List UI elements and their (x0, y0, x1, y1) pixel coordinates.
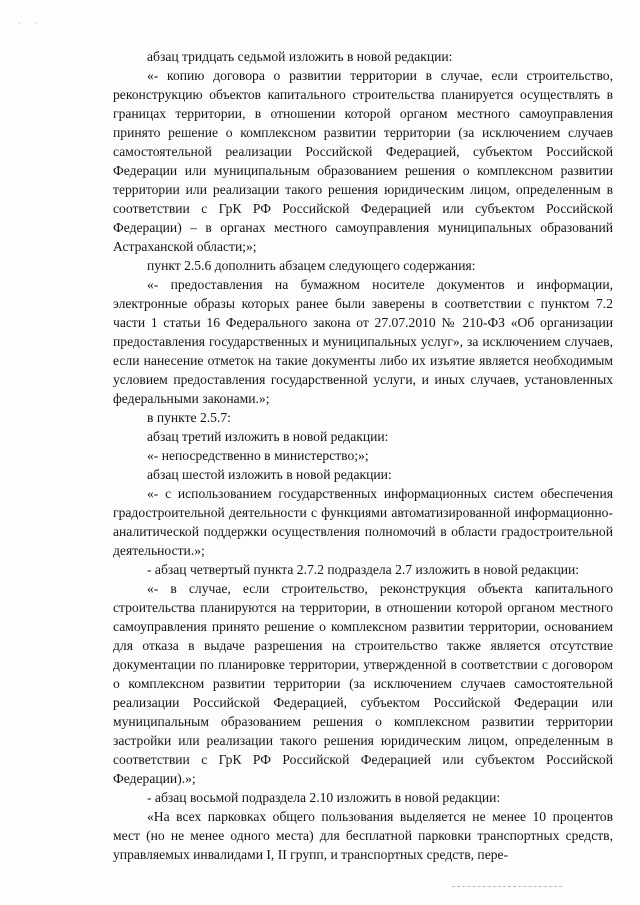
scan-specks: ·· (18, 19, 52, 28)
paragraph-5: в пункте 2.5.7: (147, 410, 231, 425)
paragraph-3: пункт 2.5.6 дополнить абзацем следующего содержания: (147, 258, 476, 273)
paragraph-8: абзац шестой изложить в новой редакции: (147, 467, 392, 482)
scan-footer-mark (452, 886, 562, 890)
paragraph-2: «- копию договора о развитии территории в случае, если строительство, реконструкцию объектов капитального строительства планируется осуществлять в границах территории, в отношении которой органом местного самоуправления принято решение о комплексном развитии территории (за исключением случаев самостоятельной реализации Российской Федерацией, субъектом Российской Федерации или муниципальным образованием решения о комплексном развитии территории или реализации такого решения юридическим лицом, определенным в соответствии с ГрК РФ Российской Федерацией или субъектом Российской Федерации) – в органах местного самоуправления муниципальных образований Астраханской области;»; (113, 68, 613, 254)
paragraph-13: «На всех парковках общего пользования выделяется не менее 10 процентов мест (но не менее одного места) для бесплатной парковки транспортных средств, управляемых инвалидами I, II групп, и транспортных средств, пере- (113, 809, 613, 862)
paragraph-11: «- в случае, если строительство, реконструкция объекта капитального строительства планируются на территории, в отношении которой органом местного самоуправления принято решение о комплексном развитии территории, основанием для отказа в выдаче разрешения на строительство также является отсутствие документации по планировке территории, утвержденной в соответствии с договором о комплексном развитии территории (за исключением случаев самостоятельной реализации Российской Федерацией, субъектом Российской Федерации или муниципальным образованием решения о комплексном развитии территории застройки или реализации такого решения юридическим лицом, определенным в соответствии с ГрК РФ Российской Федерацией или субъектом Российской Федерации).»; (113, 581, 613, 786)
paragraph-12: - абзац восьмой подраздела 2.10 изложить в новой редакции: (147, 790, 501, 805)
paragraph-1: абзац тридцать седьмой изложить в новой редакции: (147, 49, 453, 64)
paragraph-4: «- предоставления на бумажном носителе документов и информации, электронные образы которых ранее были заверены в соответствии с пунктом 7.2 части 1 статьи 16 Федерального закона от 27.07.2010 № 210-ФЗ «Об организации предоставления государственных и муниципальных услуг», за исключением случаев, если нанесение отметок на такие документы либо их изъятие является необходимым условием предоставления государственной услуги, и иных случаев, установленных федеральными законами.»; (113, 277, 613, 406)
paragraph-7: «- непосредственно в министерство;»; (147, 448, 369, 463)
paragraph-6: абзац третий изложить в новой редакции: (147, 429, 389, 444)
paragraph-9: «- с использованием государственных информационных систем обеспечения градостроительной деятельности с функциями автоматизированной информационно-аналитической поддержки осуществления полномочий в области градостроительной деятельности.»; (113, 486, 613, 558)
document-body (113, 47, 613, 864)
paragraph-10: - абзац четвертый пункта 2.7.2 подраздела 2.7 изложить в новой редакции: (147, 562, 580, 577)
